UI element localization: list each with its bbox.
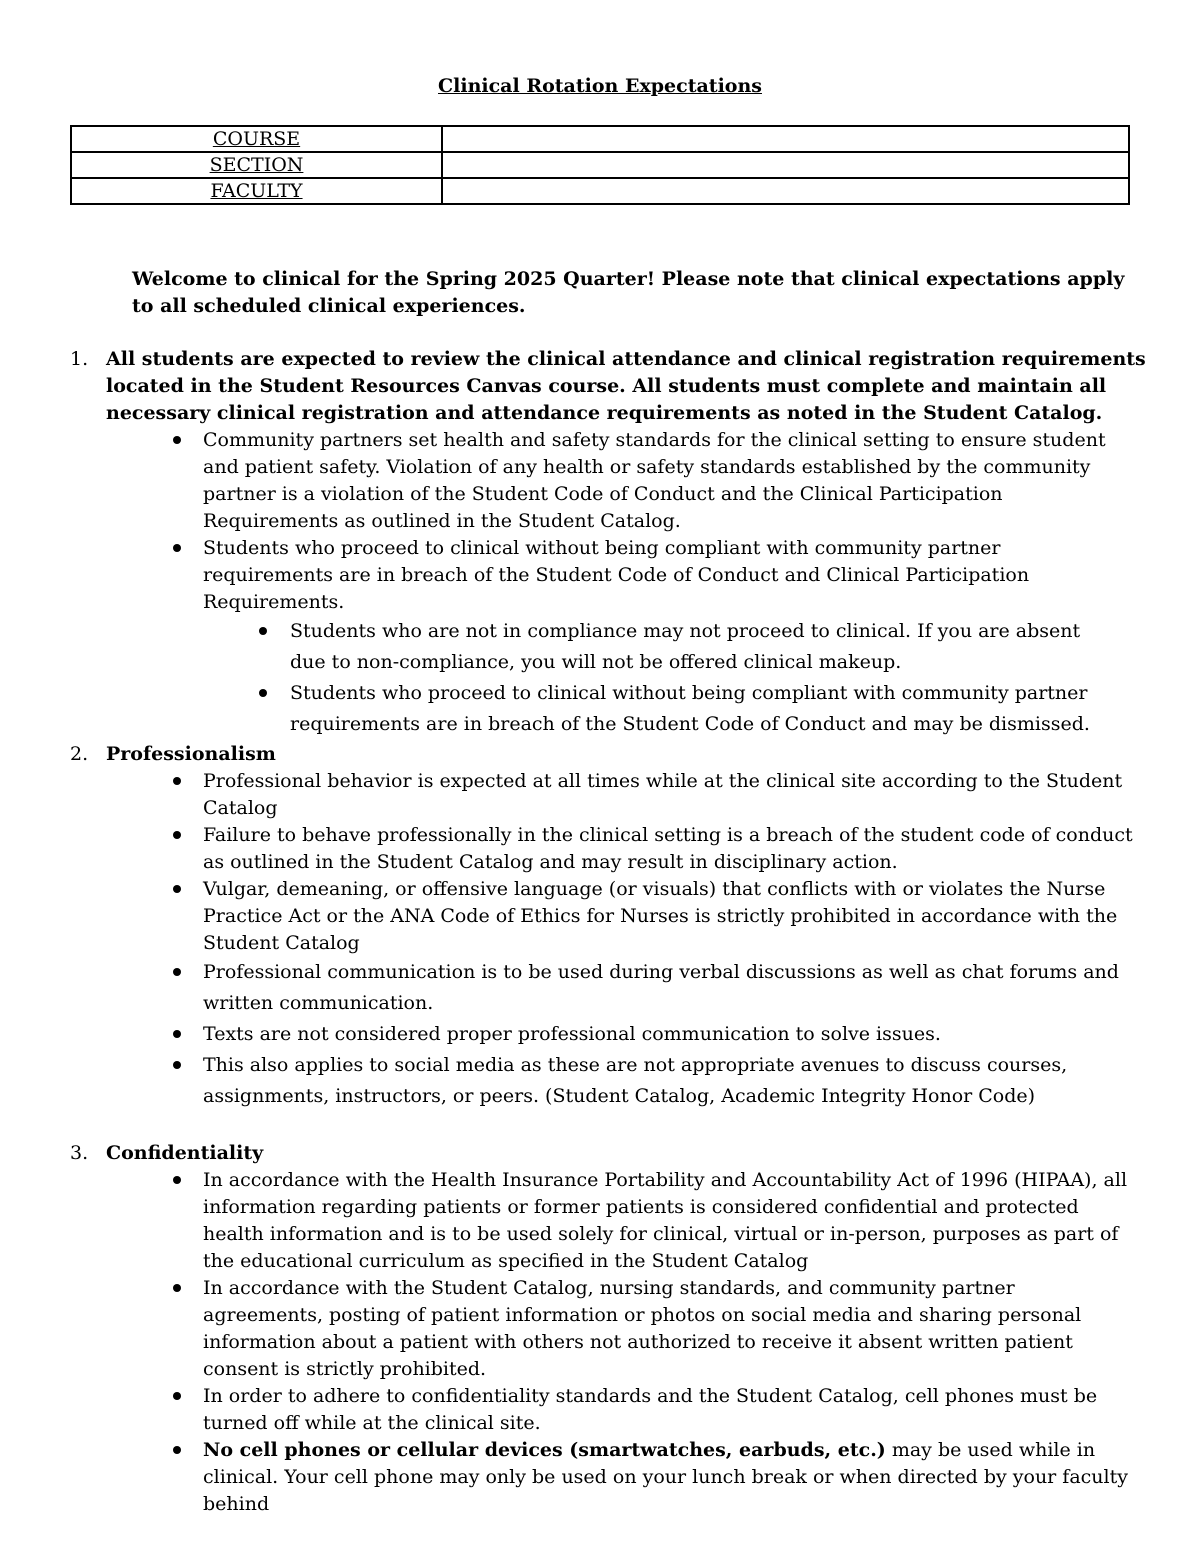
section-professionalism [70, 741, 1150, 1112]
bullet-list [70, 1167, 1133, 1518]
sub-bullet-list [70, 616, 1090, 740]
section-number: 1. [70, 348, 89, 370]
list-item: Professional communication is to be used during verbal discussions as well as chat forums and written communication. [203, 957, 1133, 1019]
section-label: SECTION [71, 152, 442, 178]
section-value [442, 152, 1129, 178]
table-row [71, 126, 1129, 152]
list-item: In accordance with the Student Catalog, nursing standards, and community partner agreements, posting of patient information or photos on social media and sharing personal information about a patient with others not authorized to receive it absent written patient consent is strictly prohibited. [203, 1275, 1133, 1383]
section-heading-text: All students are expected to review the clinical attendance and clinical registration requirements located in the Student Resources Canvas course. All students must complete and maintain all necessary clinical registration and attendance requirements as noted in the Student Catalog. [106, 348, 1146, 424]
table-row [71, 152, 1129, 178]
course-info-table [70, 125, 1130, 205]
cell-phone-rule: No cell phones or cellular devices (smartwatches, earbuds, etc.) [203, 1439, 886, 1461]
cell-phone-rule-detail: may be used while in clinical. Your cell phone may only be used on your lunch break or when directed by your faculty behind [203, 1439, 1128, 1515]
section-heading-text: Confidentiality [106, 1142, 264, 1164]
list-item: Community partners set health and safety standards for the clinical setting to ensure student and patient safety. Violation of any health or safety standards established by the community partner is a violation of the Student Code of Conduct and the Clinical Participation Requirements as outlined in the Student Catalog. [203, 427, 1133, 535]
list-item: Students who proceed to clinical without being compliant with community partner requirements are in breach of the Student Code of Conduct and may be dismissed. [290, 678, 1090, 740]
section-heading [70, 1140, 1150, 1167]
page-title: Clinical Rotation Expectations [438, 75, 762, 97]
section-confidentiality [70, 1140, 1150, 1518]
section-attendance [70, 346, 1150, 740]
section-number: 3. [70, 1142, 89, 1164]
section-heading [70, 741, 1150, 768]
list-item: This also applies to social media as these are not appropriate avenues to discuss courses, assignments, instructors, or peers. (Student Catalog, Academic Integrity Honor Code) [203, 1050, 1133, 1112]
section-heading [70, 346, 1150, 427]
bullet-list [70, 427, 1133, 616]
list-item: Vulgar, demeaning, or offensive language (or visuals) that conflicts with or violates the Nurse Practice Act or the ANA Code of Ethics for Nurses is strictly prohibited in accordance with the Student Catalog [203, 876, 1133, 957]
list-item: Failure to behave professionally in the clinical setting is a breach of the student code of conduct as outlined in the Student Catalog and may result in disciplinary action. [203, 822, 1133, 876]
faculty-label: FACULTY [71, 178, 442, 204]
list-item: Students who proceed to clinical without being compliant with community partner requirements are in breach of the Student Code of Conduct and Clinical Participation Requirements. [203, 535, 1133, 616]
list-item: Texts are not considered proper professional communication to solve issues. [203, 1019, 1133, 1050]
section-heading-text: Professionalism [106, 743, 276, 765]
faculty-value [442, 178, 1129, 204]
list-item: Students who are not in compliance may not proceed to clinical. If you are absent due to non-compliance, you will not be offered clinical makeup. [290, 616, 1090, 678]
list-item: In order to adhere to confidentiality standards and the Student Catalog, cell phones must be turned off while at the clinical site. [203, 1383, 1133, 1437]
course-value [442, 126, 1129, 152]
welcome-note: Welcome to clinical for the Spring 2025 Quarter! Please note that clinical expectations apply to all scheduled clinical experiences. [132, 268, 1125, 317]
table-row [71, 178, 1129, 204]
course-label: COURSE [71, 126, 442, 152]
list-item: In accordance with the Health Insurance Portability and Accountability Act of 1996 (HIPAA), all information regarding patients or former patients is considered confidential and protected health information and is to be used solely for clinical, virtual or in-person, purposes as part of the educational curriculum as specified in the Student Catalog [203, 1167, 1133, 1275]
bullet-list [70, 768, 1133, 1112]
list-item [203, 1437, 1133, 1518]
list-item: Professional behavior is expected at all times while at the clinical site according to the Student Catalog [203, 768, 1133, 822]
section-number: 2. [70, 743, 89, 765]
